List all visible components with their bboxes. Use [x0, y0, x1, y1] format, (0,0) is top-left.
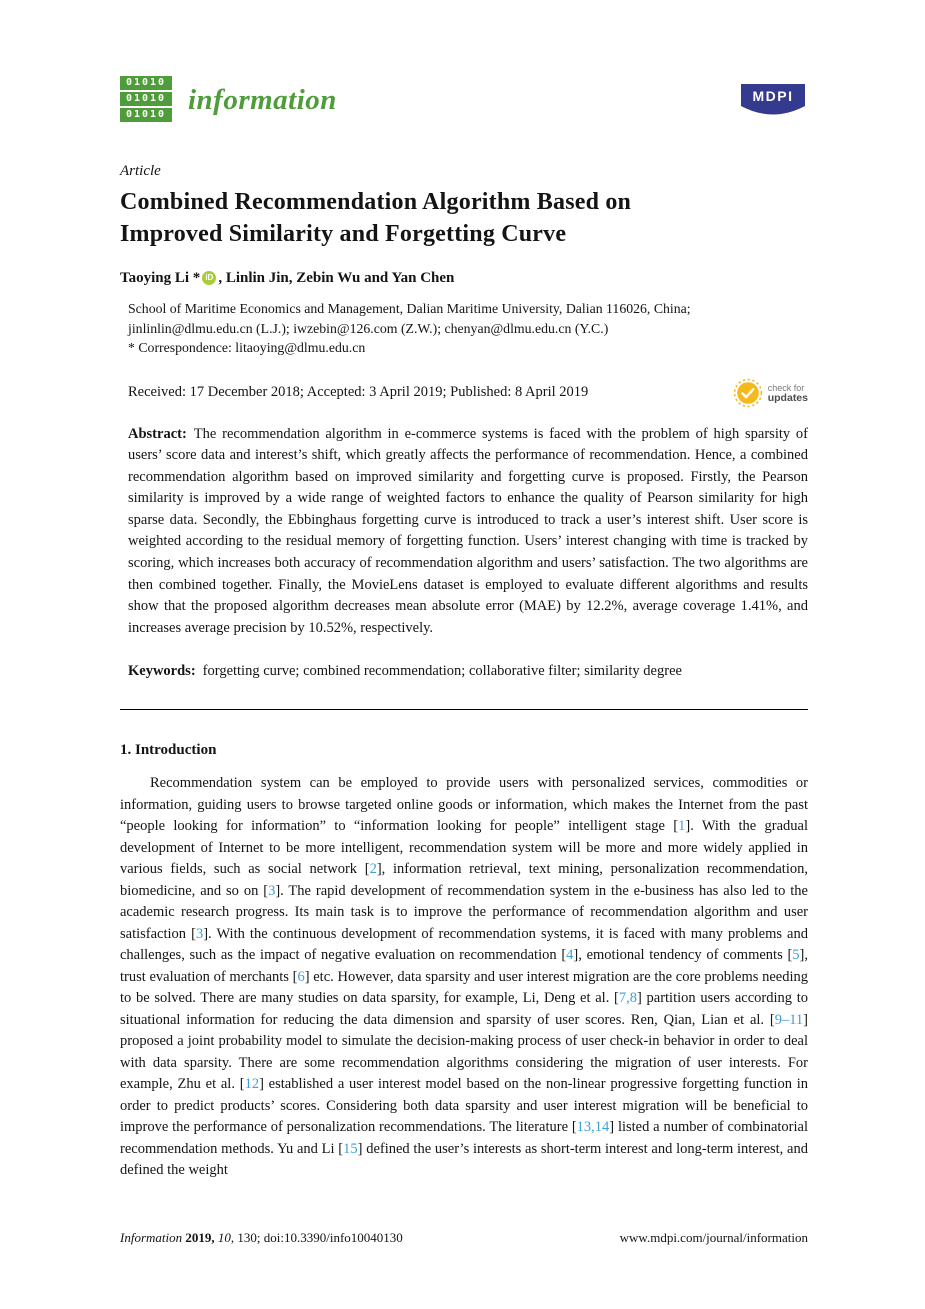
citation-link[interactable]: 3	[195, 925, 204, 942]
check-icon	[733, 378, 763, 408]
abstract-text: The recommendation algorithm in e-commerce systems is faced with the problem of high sparsity of users’ score data and interest’s shift, which greatly affects the performance of recommendation. Hence, a combined recommendation algorithm based on improved similarity and forgetting curve is proposed. Firstly, the Pearson similarity is improved by a wide range of weighted factors to enhance the quality of Pearson similarity for high sparse data. Secondly, the Ebbinghaus forgetting curve is introduced to track a user’s interest shift. User score is weighted according to the residual memory of forgetting function. Users’ interest changing with time is tracked by scoring, which increases both accuracy of recommendation algorithm and users’ satisfaction. The two algorithms are then combined together. Finally, the MovieLens dataset is employed to evaluate different algorithms and results show that the proposed algorithm decreases mean absolute error (MAE) by 12.2%, average coverage 1.41%, and increases average precision by 10.52%, respectively.	[128, 425, 808, 636]
footer-doi[interactable]: doi:10.3390/info10040130	[263, 1230, 403, 1245]
citation-link[interactable]: 5	[792, 947, 800, 964]
correspondence-email[interactable]: litaoying@dlmu.edu.cn	[235, 340, 366, 355]
citation-link[interactable]: 2	[369, 861, 377, 878]
journal-name: information	[188, 83, 337, 116]
check-for-updates-badge[interactable]	[733, 378, 808, 408]
article-type-label: Article	[120, 163, 161, 179]
author-name-primary: Taoying Li *	[120, 270, 201, 286]
keywords-text: forgetting curve; combined recommendation; collaborative filter; similarity degree	[202, 663, 682, 680]
page-footer	[120, 1230, 808, 1246]
binary-row: 01010	[120, 76, 172, 90]
orcid-icon[interactable]: iD	[202, 271, 216, 285]
abstract-section	[128, 424, 808, 640]
citation-link[interactable]: 7,8	[618, 990, 637, 1007]
citation-link[interactable]: 15	[343, 1140, 358, 1157]
binary-logo	[120, 76, 172, 124]
citation-link[interactable]: 1	[678, 818, 686, 835]
footer-journal-name: Information	[120, 1230, 183, 1245]
footer-year: 2019,	[182, 1230, 215, 1245]
check-badge-line1: check for	[767, 382, 805, 393]
check-badge-text	[768, 383, 808, 403]
paper-title	[120, 186, 808, 250]
footer-url[interactable]: www.mdpi.com/journal/information	[619, 1230, 808, 1245]
dates-line: Received: 17 December 2018; Accepted: 3 April 2019; Published: 8 April 2019	[128, 384, 589, 400]
binary-row: 01010	[120, 108, 172, 122]
affiliation-block	[128, 299, 808, 358]
footer-page-number: , 130;	[230, 1230, 264, 1245]
journal-logo	[120, 76, 337, 124]
footer-volume: 10	[214, 1230, 231, 1245]
masthead	[120, 0, 808, 129]
citation-link[interactable]: 9–11	[774, 1011, 804, 1028]
section-divider	[120, 709, 808, 710]
section-heading-introduction: 1. Introduction	[120, 742, 217, 759]
authors-line	[120, 270, 808, 287]
mdpi-label: MDPI	[752, 88, 794, 104]
citation-link[interactable]: 6	[297, 968, 305, 985]
check-badge-line2: updates	[767, 391, 808, 404]
citation-link[interactable]: 3	[268, 882, 276, 899]
citation-link[interactable]: 12	[244, 1076, 260, 1093]
paper-title-line1: Combined Recommendation Algorithm Based on	[120, 189, 632, 215]
author-names-rest: , Linlin Jin, Zebin Wu and Yan Chen	[218, 270, 455, 286]
mdpi-logo[interactable]	[738, 82, 808, 129]
paper-title-line2: Improved Similarity and Forgetting Curve	[120, 221, 567, 247]
correspondence-line	[128, 338, 808, 358]
binary-row: 01010	[120, 92, 172, 106]
affiliation-line-1: School of Maritime Economics and Management, Dalian Maritime University, Dalian 116026, China;	[128, 301, 691, 316]
correspondence-label: * Correspondence:	[128, 340, 236, 355]
keywords-label: Keywords:	[128, 663, 196, 680]
footer-citation	[120, 1230, 403, 1246]
keywords-section	[128, 661, 808, 683]
citation-link[interactable]: 13,14	[576, 1119, 610, 1136]
dates-row	[128, 378, 808, 408]
affiliation-line-2: jinlinlin@dlmu.edu.cn (L.J.); iwzebin@126.com (Z.W.); chenyan@dlmu.edu.cn (Y.C.)	[128, 320, 609, 336]
introduction-paragraph: Recommendation system can be employed to provide users with personalized services, commodities or information, guiding users to browse targeted online goods or information, which makes the Internet from the past “people looking for information” to “information looking for people” intelligent stage [1]. With the gradual development of Internet to be more intelligent, recommendation system will be more and more widely applied in various fields, such as social network [2], information retrieval, text mining, personalization recommendation, biomedicine, and so on [3]. The rapid development of recommendation system in the e-business has also led to the academic research progress. Its main task is to improve the performance of recommendation algorithm and user satisfaction [3]. With the continuous development of recommendation systems, it is faced with many problems and challenges, such as the impact of negative evaluation on recommendation [4], emotional tendency of comments [5], trust evaluation of merchants [6] etc. However, data sparsity and user interest migration are the core problems needing to be solved. There are many studies on data sparsity, for example, Li, Deng et al. [7,8] partition users according to situational information for reducing the data dimension and sparsity of user scores. Ren, Qian, Lian et al. [9–11] proposed a joint probability model to simulate the decision-making process of user check-in behavior in order to deal with data sparsity. There are some recommendation algorithms considering the migration of user interests. For example, Zhu et al. [12] established a user interest model based on the non-linear progressive forgetting function in order to predict products’ scores. Considering both data sparsity and user interest migration will be beneficial to improve the performance of personalization recommendations. The literature [13,14] listed a number of combinatorial recommendation methods. Yu and Li [15] defined the user’s interests as short-term interest and long-term interest, and defined the weight	[120, 775, 809, 1179]
citation-link[interactable]: 4	[566, 947, 574, 964]
abstract-label: Abstract:	[128, 425, 187, 442]
